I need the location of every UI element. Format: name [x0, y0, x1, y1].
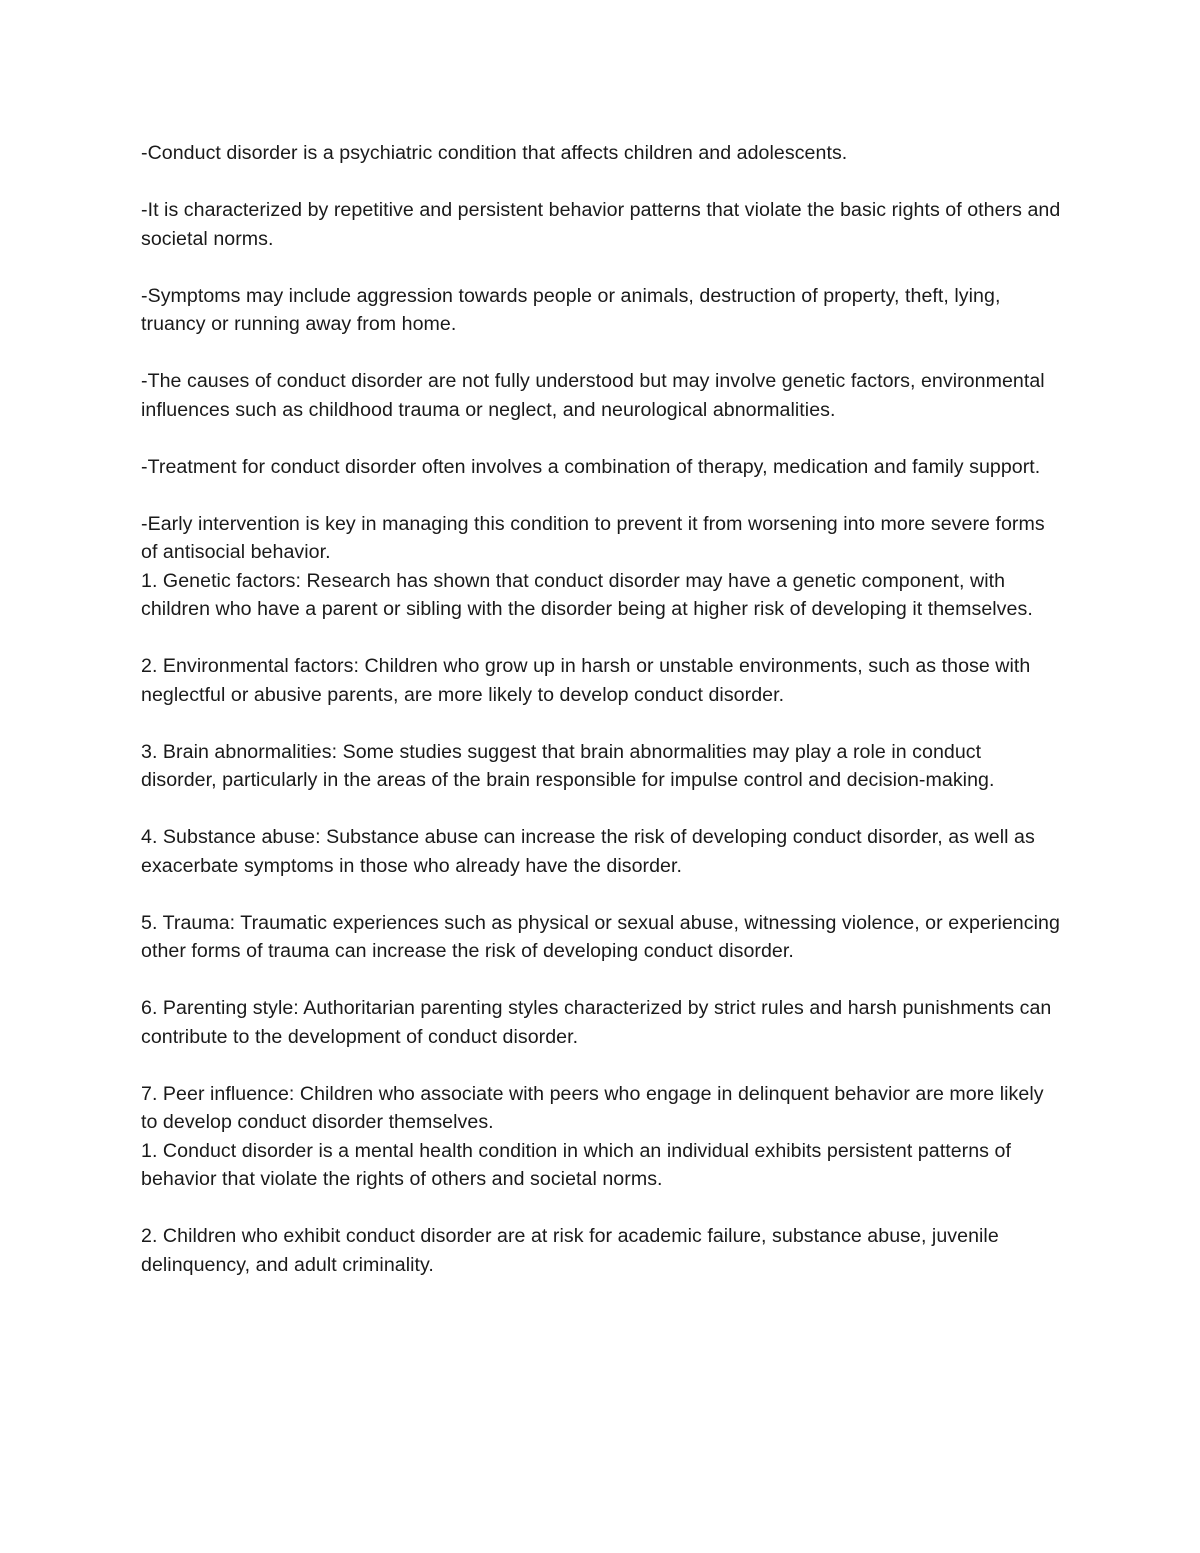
paragraph-characterization: -It is characterized by repetitive and persistent behavior patterns that violate the basic rights of others and societal norms.	[141, 199, 1061, 250]
list-item-trauma: 5. Trauma: Traumatic experiences such as physical or sexual abuse, witnessing violence, or experiencing other forms of trauma can increase the risk of developing conduct disorder.	[141, 911, 1060, 962]
list-item-parenting-style: 6. Parenting style: Authoritarian parenting styles characterized by strict rules and harsh punishments can contribute to the development of conduct disorder.	[141, 997, 1052, 1048]
list-item-peer-influence: 7. Peer influence: Children who associate with peers who engage in delinquent behavior are more likely to develop conduct disorder themselves.	[141, 1082, 1044, 1133]
list-item-genetic-factors: 1. Genetic factors: Research has shown that conduct disorder may have a genetic component, with children who have a parent or sibling with the disorder being at higher risk of developing it themselves.	[141, 569, 1033, 620]
document-body	[141, 139, 1061, 1279]
list-item-mental-health-condition: 1. Conduct disorder is a mental health condition in which an individual exhibits persistent patterns of behavior that violate the rights of others and societal norms.	[141, 1139, 1011, 1190]
paragraph-symptoms: -Symptoms may include aggression towards people or animals, destruction of property, theft, lying, truancy or running away from home.	[141, 284, 1001, 335]
list-item-environmental-factors: 2. Environmental factors: Children who grow up in harsh or unstable environments, such as those with neglectful or abusive parents, are more likely to develop conduct disorder.	[141, 655, 1031, 706]
paragraph-causes: -The causes of conduct disorder are not fully understood but may involve genetic factors, environmental influences such as childhood trauma or neglect, and neurological abnormalities.	[141, 370, 1045, 421]
paragraph-treatment: -Treatment for conduct disorder often involves a combination of therapy, medication and family support.	[141, 455, 1041, 478]
paragraph-intro-definition: -Conduct disorder is a psychiatric condition that affects children and adolescents.	[141, 142, 848, 164]
list-item-substance-abuse: 4. Substance abuse: Substance abuse can increase the risk of developing conduct disorder, as well as exacerbate symptoms in those who already have the disorder.	[141, 826, 1035, 877]
paragraph-early-intervention: -Early intervention is key in managing this condition to prevent it from worsening into more severe forms of antisocial behavior.	[141, 512, 1045, 563]
list-item-brain-abnormalities: 3. Brain abnormalities: Some studies suggest that brain abnormalities may play a role in conduct disorder, particularly in the areas of the brain responsible for impulse control and decision-making.	[141, 740, 995, 791]
list-item-risk-outcomes: 2. Children who exhibit conduct disorder are at risk for academic failure, substance abuse, juvenile delinquency, and adult criminality.	[141, 1225, 999, 1276]
